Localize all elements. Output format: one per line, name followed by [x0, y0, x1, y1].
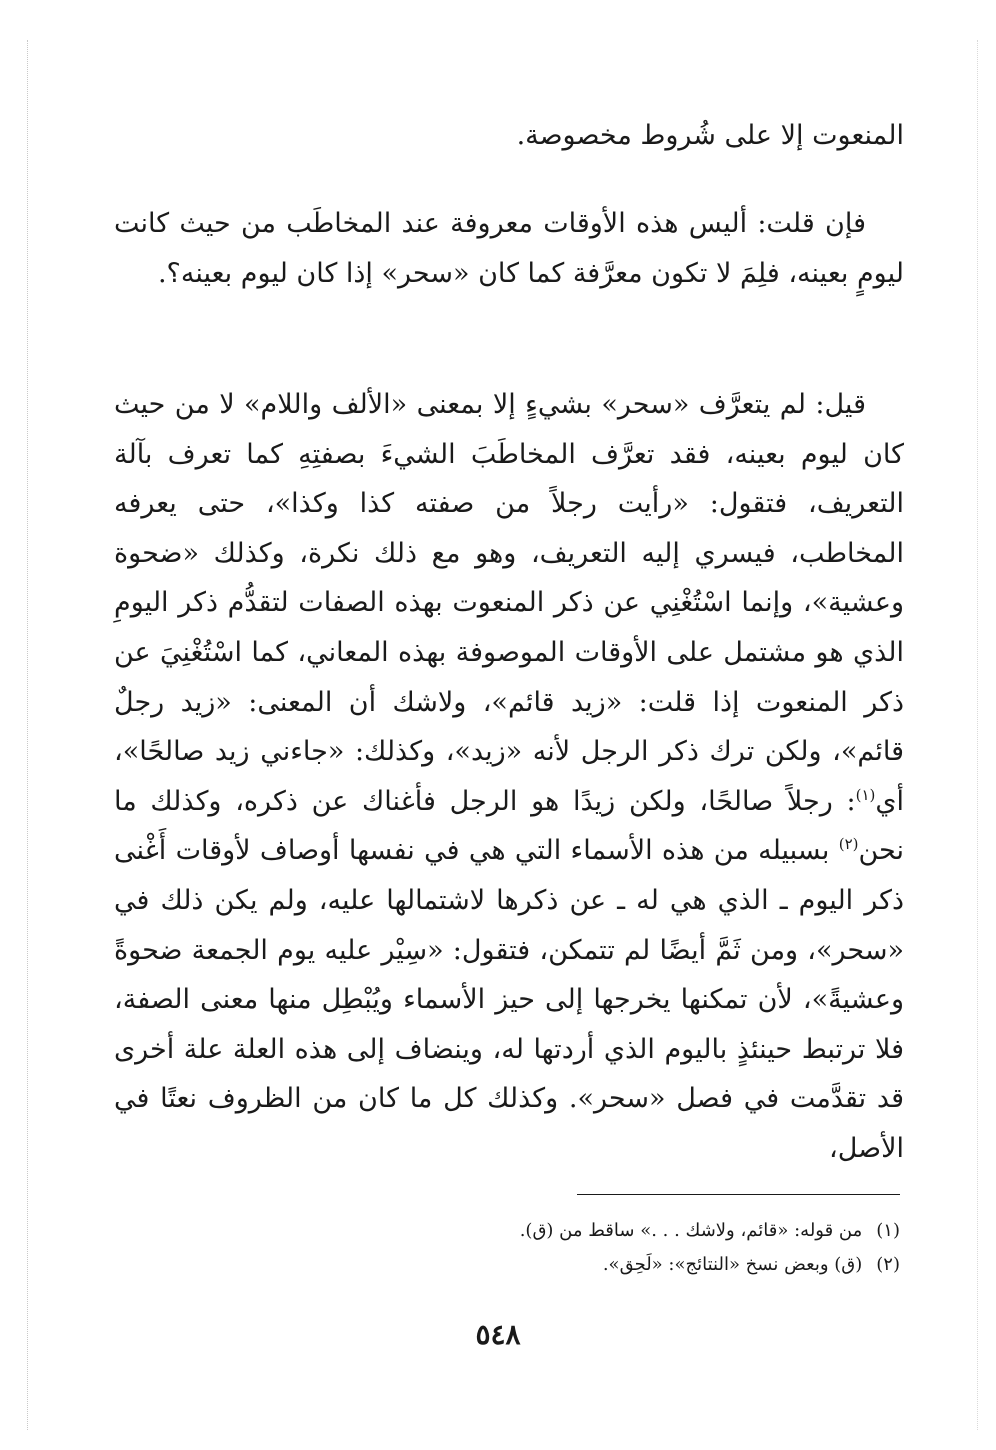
- paragraph-question: فإن قلت: أليس هذه الأوقات معروفة عند المخاطَب من حيث كانت ليومٍ بعينه، فلِمَ لا تكون معرَّفة كما كان «سحر» إذا كان ليوم بعينه؟.: [114, 208, 904, 289]
- scan-speckle-left: [27, 40, 28, 1430]
- footnotes: [300, 1214, 900, 1282]
- footnote-separator: [577, 1194, 900, 1195]
- footnote-1-number: (١): [876, 1220, 900, 1241]
- paragraph-answer-part1: قيل: لم يتعرَّف «سحر» بشيءٍ إلا بمعنى «الألف واللام» لا من حيث كان ليوم بعينه، فقد تعرَّف المخاطَبَ الشيءَ بصفتِهِ كما تعرف بآلة التعريف، فتقول: «رأيت رجلاً من صفته كذا وكذا»، حتى يعرفه المخاطب، فيسري إليه التعريف، وهو مع ذلك نكرة، وكذلك «ضحوة وعشية»، وإنما اسْتُغْنِي عن ذكر المنعوت بهذه الصفات لتقدُّم ذكر اليومِ الذي هو مشتمل على الأوقات الموصوفة بهذه المعاني، كما اسْتُغْنِيَ عن ذكر المنعوت إذا قلت: «زيد قائم»، ولاشك أن المعنى: «زيد رجلٌ قائم»، ولكن ترك ذكر الرجل لأنه «زيد»، وكذلك: «جاءني زيد صالحًا»، أي: [114, 389, 904, 817]
- intro-line: المنعوت إلا على شُروط مخصوصة.: [516, 120, 904, 151]
- footnote-1-text: من قوله: «قائم، ولاشك . . .» ساقط من (ق).: [519, 1220, 863, 1241]
- scan-speckle-right: [977, 40, 978, 1430]
- page-number: ٥٤٨: [475, 1318, 521, 1351]
- footnote-marker-1: (١): [855, 785, 876, 804]
- footnote-1: [300, 1214, 900, 1248]
- paragraph-answer-part2: : رجلاً صالحًا، ولكن زيدًا هو الرجل فأغناك عن ذكره، وكذلك ما نحن: [114, 785, 904, 867]
- paragraph-answer: [114, 380, 904, 1174]
- footnote-2-text: (ق) وبعض نسخ «النتائج»: «لَحِق».: [602, 1254, 863, 1275]
- footnote-marker-2: (٢): [838, 835, 859, 854]
- footnote-2: [300, 1248, 900, 1282]
- footnote-2-number: (٢): [876, 1254, 900, 1275]
- paragraph-answer-part3: بسبيله من هذه الأسماء التي هي في نفسها أوصاف لأوقات أَغْنى ذكر اليوم ـ الذي هي له ـ عن ذكرها لاشتمالها عليه، ولم يكن ذلك في «سحر»، ومن ثَمَّ أيضًا لم تتمكن، فتقول: «سِيْر عليه يوم الجمعة ضحوةً وعشيةً»، لأن تمكنها يخرجها إلى حيز الأسماء ويُبْطِل منها معنى الصفة، فلا ترتبط حينئذٍ باليوم الذي أردتها له، وينضاف إلى هذه العلة علة أخرى قد تقدَّمت في فصل «سحر». وكذلك كل ما كان من الظروف نعتًا في الأصل،: [114, 835, 904, 1164]
